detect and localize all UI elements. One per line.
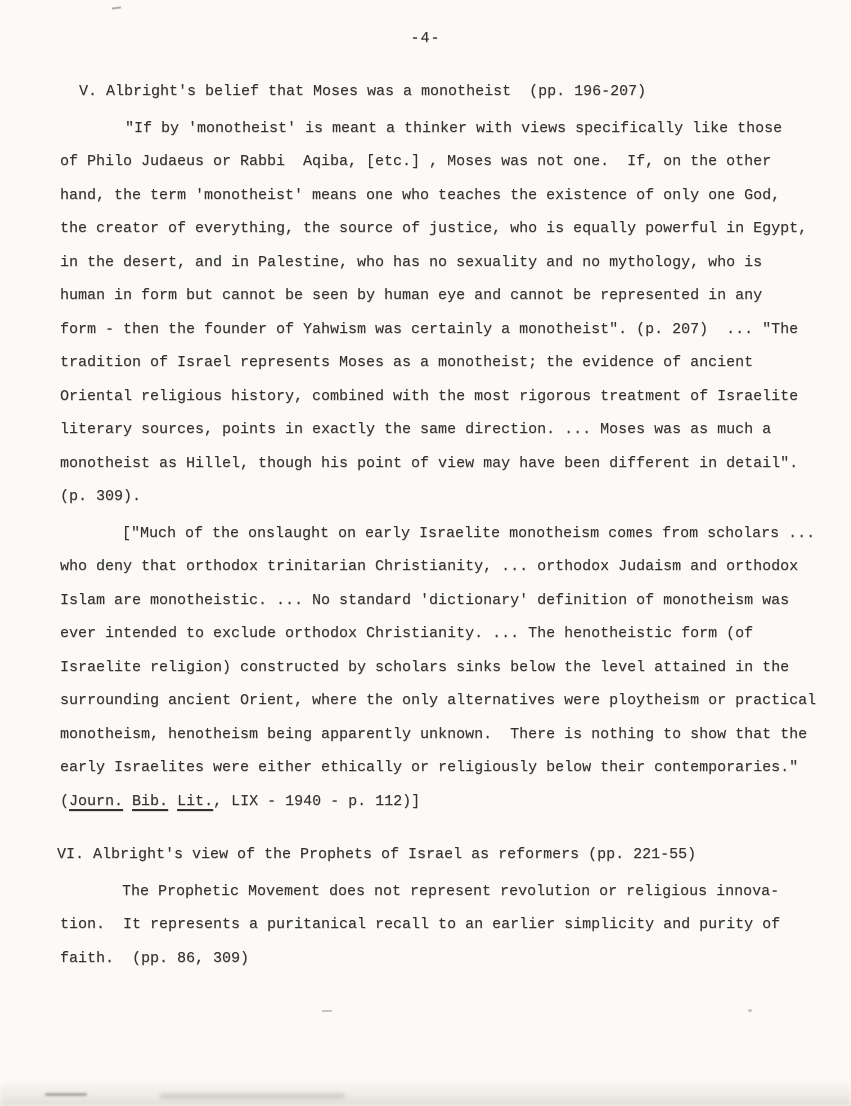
section-v-paragraph-1 [60, 112, 848, 514]
text-line: Israelite religion) constructed by scholars sinks below the level attained in the [60, 658, 790, 676]
citation-line [60, 785, 848, 819]
journal-abbreviation: Bib. [132, 792, 169, 810]
section-vi-heading: VI. Albright's view of the Prophets of Israel as reformers (pp. 221-55) [57, 846, 697, 863]
scan-speck [322, 1010, 332, 1012]
journal-abbreviation: Journ. [69, 792, 124, 810]
text-line: ever intended to exclude orthodox Christianity. ... The henotheistic form (of [60, 625, 754, 642]
text-line: monotheism, henotheism being apparently unknown. There is nothing to show that the [60, 725, 808, 743]
text-line: Islam are monotheistic. ... No standard 'dictionary' definition of monotheism was [60, 591, 790, 609]
text-line: tradition of Israel represents Moses as a monotheist; the evidence of ancient [60, 354, 754, 371]
text-line: surrounding ancient Orient, where the only alternatives were ploytheism or practical [60, 692, 817, 709]
citation-reference: , LIX - 1940 - p. 112)] [213, 792, 421, 810]
text-line: in the desert, and in Palestine, who has no sexuality and no mythology, who is [60, 253, 763, 271]
text-line: tion. It represents a puritanical recall to an earlier simplicity and purity of [60, 916, 781, 933]
document-content [57, 75, 848, 975]
scan-bottom-smudge [0, 1080, 851, 1106]
text-line: human in form but cannot be seen by human eye and cannot be represented in any [60, 287, 763, 304]
section-vi-paragraph-1 [60, 875, 848, 976]
text-line: (p. 309). [60, 488, 142, 505]
citation-space [168, 793, 177, 810]
text-line: ["Much of the onslaught on early Israelite monotheism comes from scholars ... [122, 524, 816, 542]
section-v-heading: V. Albright's belief that Moses was a monotheist (pp. 196-207) [79, 83, 647, 100]
text-line: of Philo Judaeus or Rabbi Aqiba, [etc.] , Moses was not one. If, on the other [60, 153, 772, 170]
text-line: "If by 'monotheist' is meant a thinker with views specifically like those [125, 119, 783, 137]
citation-space [123, 793, 132, 810]
scan-speck [748, 1009, 752, 1012]
text-line: monotheist as Hillel, though his point of view may have been different in detail". [60, 454, 799, 472]
text-line: who deny that orthodox trinitarian Christianity, ... orthodox Judaism and orthodox [60, 558, 799, 575]
citation-open-paren: ( [60, 792, 70, 810]
scan-smudge-dash [45, 1093, 87, 1096]
text-line: Oriental religious history, combined with the most rigorous treatment of Israelite [60, 387, 799, 405]
scan-smudge-dash [160, 1094, 345, 1098]
text-line: literary sources, points in exactly the same direction. ... Moses was as much a [60, 421, 772, 438]
text-line: faith. (pp. 86, 309) [60, 949, 250, 967]
journal-abbreviation: Lit. [177, 792, 214, 810]
scan-speck [112, 6, 121, 9]
section-v-paragraph-2 [60, 517, 848, 819]
text-line: the creator of everything, the source of justice, who is equally powerful in Egypt, [60, 220, 808, 237]
text-line: early Israelites were either ethically or religiously below their contemporaries." [60, 759, 799, 776]
text-line: hand, the term 'monotheist' means one who teaches the existence of only one God, [60, 186, 781, 204]
page-number: -4- [410, 30, 441, 47]
text-line: form - then the founder of Yahwism was certainly a monotheist". (p. 207) ... "The [60, 320, 799, 338]
text-line: The Prophetic Movement does not represent revolution or religious innova- [122, 882, 780, 900]
